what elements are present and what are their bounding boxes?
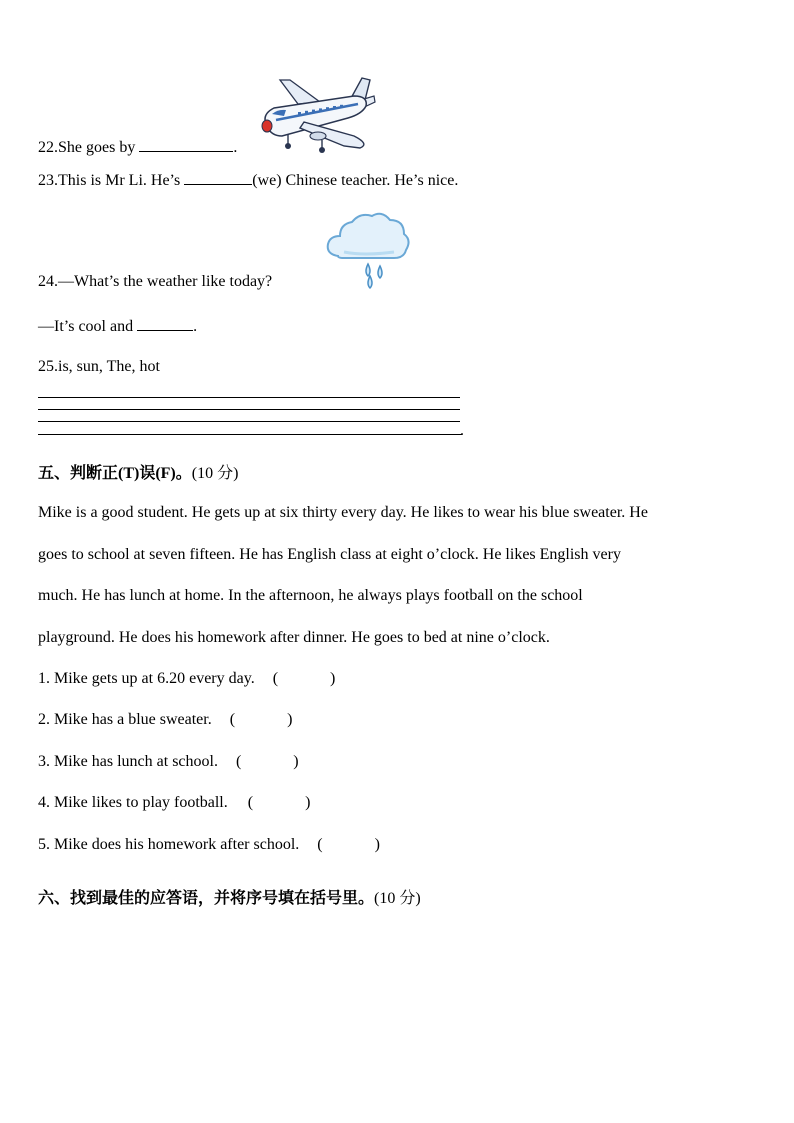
- answer-line-25-3[interactable]: [38, 421, 460, 422]
- question-24-answer-start: —It’s cool and: [38, 318, 138, 335]
- tf-paren-open-5: (: [317, 836, 323, 853]
- answer-blank-22[interactable]: [139, 137, 233, 152]
- tf-item-3-text: 3. Mike has lunch at school.: [38, 753, 218, 770]
- tf-item-2: [38, 711, 292, 729]
- tf-item-3: [38, 753, 299, 771]
- section-6-score: (10 分): [374, 890, 421, 907]
- passage-line: Mike is a good student. He gets up at six thirty every day. He likes to wear his blue sweater. He: [38, 504, 648, 521]
- section-6-heading: [38, 885, 421, 908]
- question-23-start: 23.This is Mr Li. He’s: [38, 172, 185, 189]
- tf-paren-close-3: ): [293, 753, 299, 770]
- tf-paren-close-1: ): [330, 670, 336, 687]
- tf-paren-open-2: (: [229, 711, 236, 728]
- question-23: [38, 170, 458, 190]
- tf-item-5: [38, 836, 380, 854]
- answer-line-25-2[interactable]: [38, 409, 460, 410]
- question-25: 25.is, sun, The, hot: [38, 358, 160, 375]
- passage-line: playground. He does his homework after dinner. He goes to bed at nine o’clock.: [38, 628, 550, 646]
- tf-paren-close-4: ): [305, 794, 311, 811]
- rain-cloud-illustration: [324, 208, 412, 292]
- answer-blank-24[interactable]: [137, 316, 193, 331]
- answer-line-25-1[interactable]: [38, 397, 460, 398]
- answer-line-25-4[interactable]: [38, 434, 462, 435]
- section-5-title: 五、判断正(T)误(F)。: [38, 465, 192, 482]
- tf-paren-open-1: (: [272, 670, 279, 687]
- passage-line: goes to school at seven fifteen. He has English class at eight o’clock. He likes English very: [38, 545, 621, 563]
- answer-line-25-end: .: [460, 422, 464, 439]
- tf-item-4-text: 4. Mike likes to play football.: [38, 794, 228, 811]
- tf-item-4: [38, 794, 310, 812]
- question-24-answer-end: .: [193, 318, 198, 335]
- question-24-answer: [38, 316, 197, 336]
- tf-paren-close-2: ): [287, 711, 293, 728]
- passage-line: much. He has lunch at home. In the afternoon, he always plays football on the school: [38, 587, 583, 604]
- reading-passage: [38, 492, 754, 658]
- tf-item-2-text: 2. Mike has a blue sweater.: [38, 711, 212, 728]
- question-23-end: (we) Chinese teacher. He’s nice.: [252, 172, 459, 189]
- question-24: 24.—What’s the weather like today?: [38, 273, 273, 290]
- tf-paren-open-4: (: [247, 794, 254, 811]
- question-22-end: .: [233, 139, 238, 156]
- section-5-heading: [38, 460, 238, 483]
- question-22: [38, 137, 237, 157]
- tf-paren-close-5: ): [374, 836, 380, 853]
- question-22-text: 22.She goes by: [38, 139, 140, 156]
- section-5-score: (10 分): [191, 465, 239, 482]
- section-6-title: 六、找到最佳的应答语，并将序号填在括号里。: [38, 890, 375, 907]
- answer-blank-23[interactable]: [184, 170, 252, 185]
- airplane-illustration: [258, 74, 376, 154]
- tf-item-5-text: 5. Mike does his homework after school.: [38, 836, 300, 853]
- tf-item-1-text: 1. Mike gets up at 6.20 every day.: [38, 670, 255, 687]
- tf-paren-open-3: (: [235, 753, 242, 770]
- tf-item-1: [38, 670, 335, 688]
